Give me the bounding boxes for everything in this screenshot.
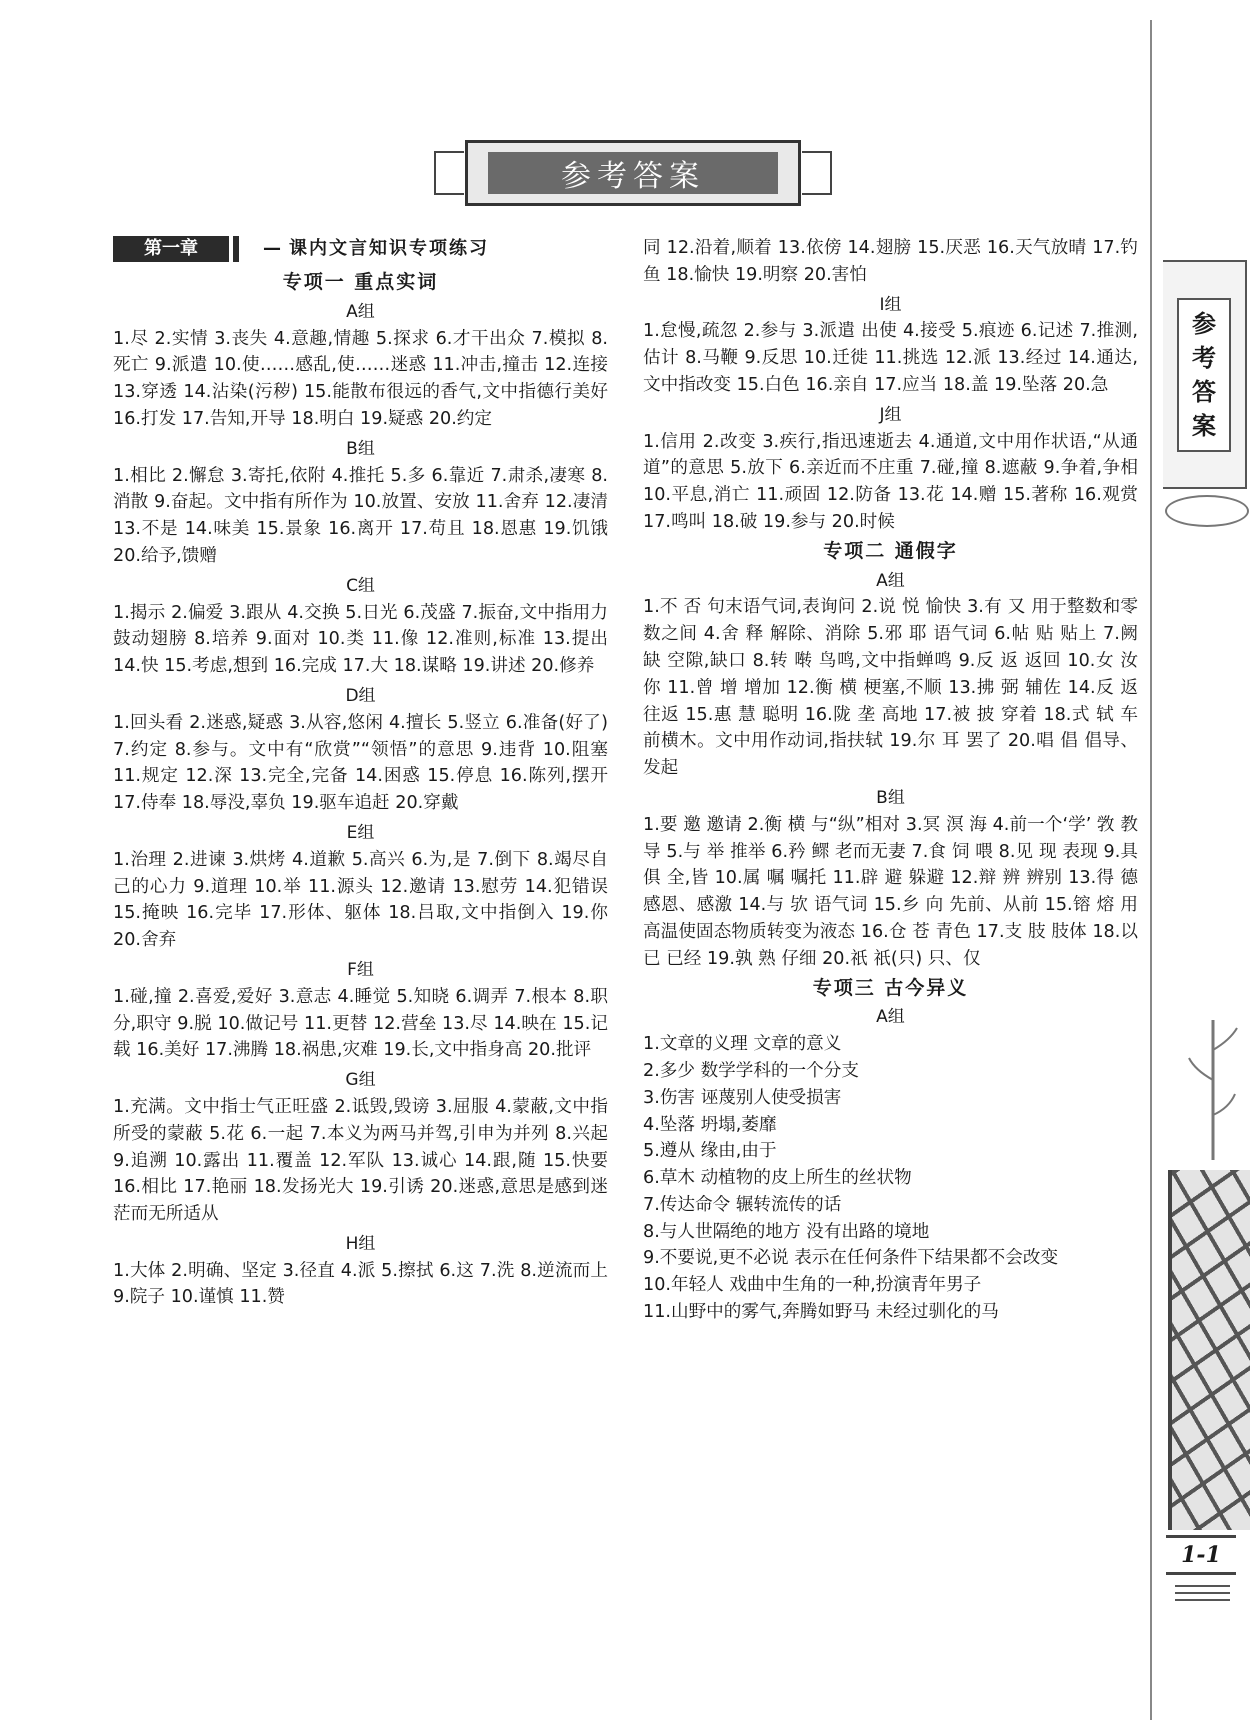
section-title: 专项三 古今异义 xyxy=(812,976,969,999)
group-label: A组 xyxy=(876,570,905,591)
group-answers: 1.大体 2.明确、坚定 3.径直 4.派 5.擦拭 6.这 7.洗 8.逆流而上 9.院子 10.谨慎 11.赞 xyxy=(113,1260,608,1308)
group-answers: 1.揭示 2.偏爱 3.跟从 4.交换 5.日光 6.茂盛 7.振奋,文中指用力鼓动翅膀 8.培养 9.面对 10.类 11.像 12.准则,标准 13.提出 14.快 15.考虑,想到 16.完成 17.大 18.谋略 19.讲述 20.修养 xyxy=(113,602,608,677)
group-answers: 1.尽 2.实情 3.丧失 4.意趣,情趣 5.探求 6.才干出众 7.模拟 8.死亡 9.派遣 10.使……感乱,使……迷惑 11.冲击,撞击 12.连接 13.穿透 14.沾染(污秽) 15.能散布很远的香气,文中指德行美好 16.打发 17.告知,开导 18.明白 19.疑惑 20.约定 xyxy=(113,328,608,429)
group-label: F组 xyxy=(347,959,374,980)
group-label: A组 xyxy=(876,1007,905,1028)
group-label: H组 xyxy=(345,1233,376,1254)
chapter-bar xyxy=(233,236,239,262)
answer-groups-right xyxy=(643,235,1138,1326)
group-label: C组 xyxy=(346,575,375,596)
bamboo-icon xyxy=(1185,1020,1240,1160)
group-answers: 1.碰,撞 2.喜爱,爱好 3.意志 4.睡觉 5.知晓 6.调弄 7.根本 8.职分,职守 9.脱 10.做记号 11.更替 12.营垒 13.尽 14.映在 15.记载 16.美好 17.沸腾 18.祸患,灾难 19.长,文中指身高 20.批评 xyxy=(113,986,608,1061)
list-item: 8.与人世隔绝的地方 没有出路的境地 xyxy=(643,1221,930,1242)
group-label: B组 xyxy=(876,787,905,808)
list-item: 10.年轻人 戏曲中生角的一种,扮演青年男子 xyxy=(643,1275,982,1296)
group-answers-continued: 同 12.沿着,顺着 13.依傍 14.翅膀 15.厌恶 16.天气放晴 17.钓鱼 18.愉快 19.明察 20.害怕 xyxy=(643,238,1138,285)
group-label: D组 xyxy=(345,685,376,706)
right-column xyxy=(643,235,1138,1326)
list-item: 4.坠落 坍塌,萎靡 xyxy=(643,1114,777,1135)
page-title: 参考答案 xyxy=(488,152,778,194)
section-title: 专项二 通假字 xyxy=(823,539,958,562)
group-answers: 1.要 邀 邀请 2.衡 横 与“纵”相对 3.冥 溟 海 4.前一个‘学’ 敩 教导 5.与 举 推举 6.矜 鳏 老而无妻 7.食 饲 喂 8.见 现 表现 9.具 俱 全,皆 10.属 嘱 嘱托 11.辟 避 躲避 12.辩 辨 辨别 13.得 德 感恩、感激 14.与 欤 语气词 15.乡 向 先前、从前 15.镕 熔 用高温使固态物质转变为液态 16.仓 苍 青色 17.支 肢 肢体 18.以 已 已经 19.孰 熟 仔细 20.祇 祇(只) 只、仅 xyxy=(643,814,1138,969)
group-answers: 1.信用 2.改变 3.疾行,指迅速逝去 4.通道,文中用作状语,“从通道”的意思 5.放下 6.亲近而不庄重 7.碰,撞 8.遮蔽 9.争着,争相 10.平息,消亡 11.顽固 12.防备 13.花 14.赠 15.著称 16.观赏 17.鸣叫 18.破 19.参与 20.时候 xyxy=(643,431,1138,532)
side-tab xyxy=(1163,260,1247,489)
group-answers: 1.怠慢,疏忽 2.参与 3.派遣 出使 4.接受 5.痕迹 6.记述 7.推测,估计 8.马鞭 9.反思 10.迁徙 11.挑选 12.派 13.经过 14.通达,文中指改变 15.白色 16.亲自 17.应当 18.盖 19.坠落 20.急 xyxy=(643,321,1138,395)
list-item: 6.草木 动植物的皮上所生的丝状物 xyxy=(643,1168,912,1189)
group-answers: 1.治理 2.进谏 3.烘烤 4.道歉 5.高兴 6.为,是 7.倒下 8.竭尽自己的心力 9.道理 10.举 11.源头 12.邀请 13.慰劳 14.犯错误 15.掩映 16.完毕 17.形体、躯体 18.吕取,文中指倒入 19.你 20.舍弃 xyxy=(113,849,608,951)
side-tab-char: 答 xyxy=(1192,376,1216,406)
margin-rule xyxy=(1150,20,1152,1720)
chapter-title: — 课内文言知识专项练习 xyxy=(263,236,489,263)
list-item: 2.多少 数学学科的一个分支 xyxy=(643,1060,859,1081)
list-item: 5.遵从 缘由,由于 xyxy=(643,1141,777,1162)
group-answers: 1.回头看 2.迷惑,疑惑 3.从容,悠闲 4.擅长 5.竖立 6.准备(好了) 7.约定 8.参与。文中有“欣赏”“领悟”的意思 9.违背 10.阻塞 11.规定 12.深 13.完全,完备 14.困惑 15.停息 16.陈列,摆开 17.侍奉 18.辱没,辜负 19.驱车追赶 20.穿戴 xyxy=(113,712,608,814)
group-label: E组 xyxy=(346,822,375,843)
group-answers: 1.充满。文中指士气正旺盛 2.诋毁,毁谤 3.屈服 4.蒙蔽,文中指所受的蒙蔽 5.花 6.一起 7.本义为两马并驾,引申为并列 8.兴起 9.追溯 10.露出 11.覆盖 12.军队 13.诚心 14.跟,随 15.快要 16.相比 17.艳丽 18.发扬光大 19.引诱 20.迷惑,意思是感到迷茫而无所适从 xyxy=(113,1096,608,1225)
side-tab-label xyxy=(1177,298,1231,452)
group-label: G组 xyxy=(345,1070,376,1091)
list-item: 1.文章的义理 文章的意义 xyxy=(643,1034,842,1055)
list-item: 7.传达命令 辗转流传的话 xyxy=(643,1194,842,1215)
list-item: 9.不要说,更不必说 表示在任何条件下结果都不会改变 xyxy=(643,1248,1059,1269)
section-title: 专项一 重点实词 xyxy=(282,271,439,293)
group-answers: 1.相比 2.懈怠 3.寄托,依附 4.推托 5.多 6.靠近 7.肃杀,凄寒 8.消散 9.奋起。文中指有所作为 10.放置、安放 11.舍弃 12.凄清 13.不是 14.味美 15.景象 16.离开 17.苟且 18.恩惠 19.饥饿 20.给予,馈赠 xyxy=(113,465,608,566)
group-label: I组 xyxy=(879,294,902,315)
title-banner xyxy=(465,140,801,206)
page-number-rule xyxy=(1175,1585,1230,1606)
side-tab-char: 参 xyxy=(1192,308,1216,338)
chapter-tag: 第一章 xyxy=(113,236,229,262)
group-label: A组 xyxy=(346,301,375,322)
lattice-pattern xyxy=(1168,1170,1250,1530)
group-label: B组 xyxy=(346,438,375,459)
side-tab-char: 考 xyxy=(1192,342,1216,372)
chapter-header xyxy=(113,235,608,263)
group-answers: 1.不 否 句末语气词,表询问 2.说 悦 愉快 3.有 又 用于整数和零数之间 4.舍 释 解除、消除 5.邪 耶 语气词 6.帖 贴 贴上 7.阙 缺 空隙,缺口 8.转 啭 鸟鸣,文中指蝉鸣 9.反 返 返回 10.女 汝 你 11.曾 增 增加 12.衡 横 梗塞,不顺 13.拂 弼 辅佐 14.反 返 往返 15.惠 慧 聪明 16.陇 垄 高地 17.被 披 穿着 18.式 轼 车前横木。文中用作动词,指扶轼 19.尔 耳 罢了 20.唱 倡 倡导、发起 xyxy=(643,597,1138,779)
list-item: 3.伤害 诬蔑别人使受损害 xyxy=(643,1087,842,1108)
group-label: J组 xyxy=(879,404,902,425)
answer-groups xyxy=(113,299,608,1311)
side-tab-char: 案 xyxy=(1192,410,1216,440)
left-column xyxy=(113,235,608,1311)
page-number: 1-1 xyxy=(1166,1535,1236,1575)
list-item: 11.山野中的雾气,奔腾如野马 未经过驯化的马 xyxy=(643,1302,999,1323)
cloud-ornament-icon xyxy=(1165,495,1249,527)
